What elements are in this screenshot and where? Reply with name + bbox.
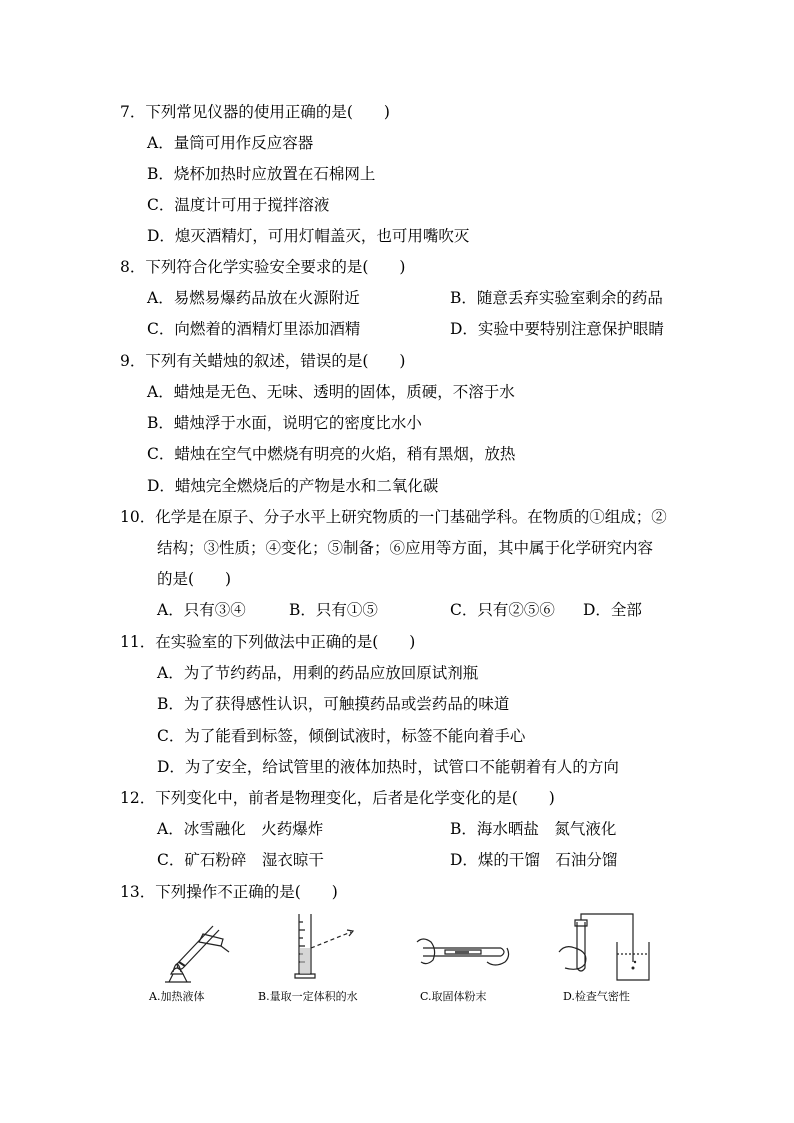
q7-option-b: B．烧杯加热时应放置在石棉网上	[147, 165, 376, 183]
q11-option-d: D．为了安全，给试管里的液体加热时，试管口不能朝着有人的方向	[157, 758, 619, 776]
q7-option-d: D．熄灭酒精灯，可用灯帽盖灭，也可用嘴吹灭	[147, 227, 470, 245]
question-13-stem	[120, 882, 338, 902]
question-text: 化学是在原子、分子水平上研究物质的一门基础学科。在物质的①组成；②	[155, 508, 667, 526]
caption-d: D.检查气密性	[563, 990, 630, 1003]
question-text: 下列操作不正确的是( )	[155, 883, 338, 901]
caption-a: A.加热液体	[149, 990, 205, 1003]
q12-option-a: A．冰雪融化 火药爆炸	[157, 820, 324, 838]
q11-option-c: C．为了能看到标签，倾倒试液时，标签不能向着手心	[157, 727, 526, 745]
q12-option-b: B．海水晒盐 氮气液化	[450, 820, 617, 838]
airtightness-check-illustration	[555, 912, 655, 984]
q8-option-a: A．易燃易爆药品放在火源附近	[147, 289, 360, 307]
caption-b: B.量取一定体积的水	[258, 990, 358, 1003]
question-8-stem	[120, 257, 405, 277]
question-number: 10．	[120, 508, 156, 526]
question-text: 下列符合化学实验安全要求的是( )	[145, 258, 406, 276]
graduated-cylinder-illustration	[285, 912, 365, 984]
q8-option-d: D．实验中要特别注意保护眼睛	[450, 320, 664, 338]
question-11-stem	[120, 632, 415, 652]
question-number: 11．	[120, 633, 156, 651]
question-12-stem	[120, 788, 555, 808]
q7-option-c: C．温度计可用于搅拌溶液	[147, 196, 330, 214]
question-text: 下列变化中，前者是物理变化，后者是化学变化的是( )	[155, 789, 555, 807]
q9-option-c: C．蜡烛在空气中燃烧有明亮的火焰，稍有黑烟，放热	[147, 445, 516, 463]
question-number: 12．	[120, 789, 156, 807]
q8-option-c: C．向燃着的酒精灯里添加酒精	[147, 320, 361, 338]
question-text: 下列有关蜡烛的叙述，错误的是( )	[145, 352, 406, 370]
q9-option-d: D．蜡烛完全燃烧后的产物是水和二氧化碳	[147, 477, 439, 495]
q10-option-b: B．只有①⑤	[289, 601, 378, 619]
q7-option-a: A．量筒可用作反应容器	[147, 134, 314, 152]
heating-liquid-illustration	[155, 912, 235, 984]
question-number: 8．	[120, 258, 146, 276]
q9-option-a: A．蜡烛是无色、无味、透明的固体，质硬，不溶于水	[147, 383, 515, 401]
q10-option-c: C．只有②⑤⑥	[450, 601, 555, 619]
question-text: 在实验室的下列做法中正确的是( )	[155, 633, 416, 651]
q12-option-d: D．煤的干馏 石油分馏	[450, 851, 618, 869]
question-10-stem-line-3: 的是( )	[157, 570, 232, 588]
caption-c: C.取固体粉末	[420, 990, 487, 1003]
question-7-stem	[120, 102, 390, 122]
question-9-stem	[120, 351, 405, 371]
question-10-stem-line-2: 结构；③性质；④变化；⑤制备；⑥应用等方面，其中属于化学研究内容	[157, 539, 654, 557]
question-number: 13．	[120, 883, 156, 901]
question-text: 下列常见仪器的使用正确的是( )	[145, 103, 390, 121]
question-10-stem	[120, 507, 667, 527]
question-number: 7．	[120, 103, 146, 121]
q11-option-a: A．为了节约药品，用剩的药品应放回原试剂瓶	[157, 664, 479, 682]
q9-option-b: B．蜡烛浮于水面，说明它的密度比水小	[147, 414, 422, 432]
q11-option-b: B．为了获得感性认识，可触摸药品或尝药品的味道	[157, 695, 510, 713]
solid-powder-illustration	[415, 912, 515, 984]
q10-option-a: A．只有③④	[157, 601, 246, 619]
q10-option-d: D．全部	[583, 601, 642, 619]
question-number: 9．	[120, 352, 146, 370]
q8-option-b: B．随意丢弃实验室剩余的药品	[450, 289, 663, 307]
q12-option-c: C．矿石粉碎 湿衣晾干	[157, 851, 324, 869]
